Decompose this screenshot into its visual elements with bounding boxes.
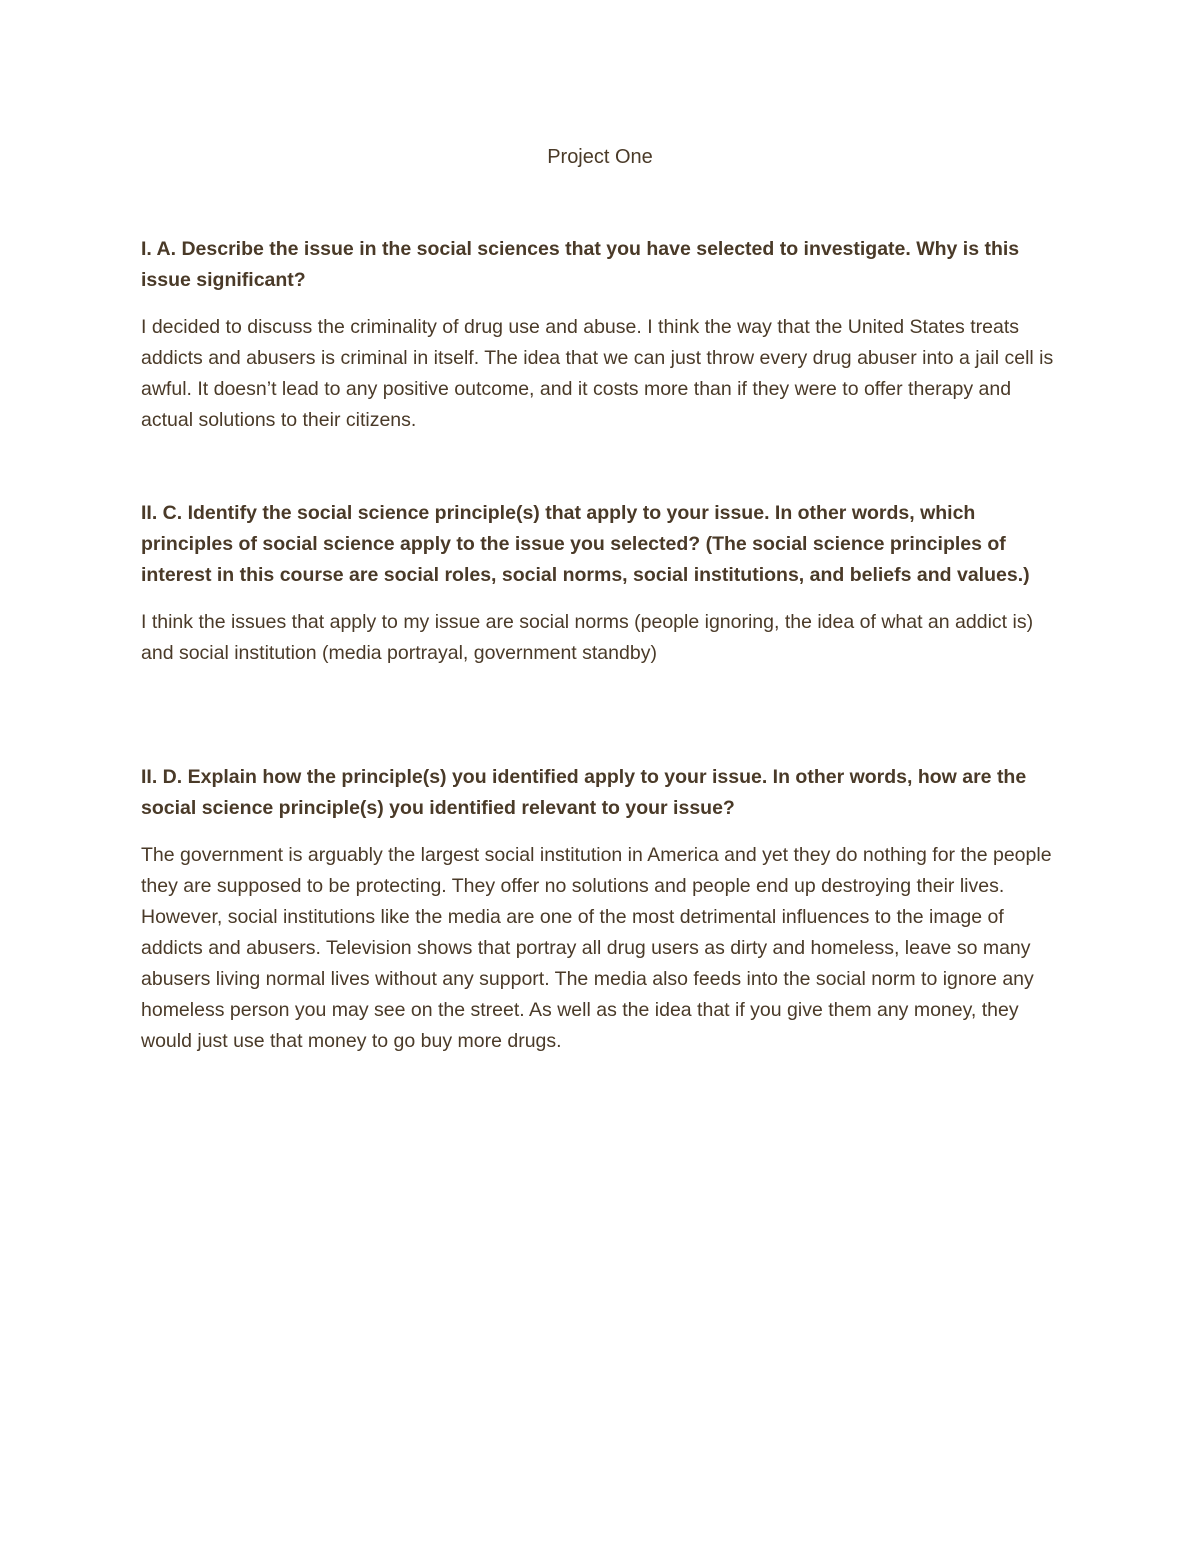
question-heading: II. C. Identify the social science principle(s) that apply to your issue. In other words, which principles of social science apply to the issue you selected? (The social science principles of interest in this course are social roles, social norms, social institutions, and beliefs and values.) xyxy=(141,502,1030,586)
section-principles-explained xyxy=(141,762,1066,1057)
section-issue-description xyxy=(141,234,1066,436)
section-principles-identified xyxy=(141,498,1066,669)
answer-paragraph: I decided to discuss the criminality of drug use and abuse. I think the way that the United States treats addicts and abusers is criminal in itself. The idea that we can just throw every drug abuser into a jail cell is awful. It doesn’t lead to any positive outcome, and it costs more than if they were to offer therapy and actual solutions to their citizens. xyxy=(141,316,1054,431)
document-title: Project One xyxy=(547,146,653,168)
question-heading: II. D. Explain how the principle(s) you identified apply to your issue. In other words, how are the social science principle(s) you identified relevant to your issue? xyxy=(141,766,1027,819)
question-heading: I. A. Describe the issue in the social sciences that you have selected to investigate. Why is this issue significant? xyxy=(141,238,1020,291)
answer-paragraph: I think the issues that apply to my issue are social norms (people ignoring, the idea of what an addict is) and social institution (media portrayal, government standby) xyxy=(141,611,1034,664)
answer-paragraph: The government is arguably the largest social institution in America and yet they do nothing for the people they are supposed to be protecting. They offer no solutions and people end up destroying their lives. However, social institutions like the media are one of the most detrimental influences to the image of addicts and abusers. Television shows that portray all drug users as dirty and homeless, leave so many abusers living normal lives without any support. The media also feeds into the social norm to ignore any homeless person you may see on the street. As well as the idea that if you give them any money, they would just use that money to go buy more drugs. xyxy=(141,844,1052,1052)
